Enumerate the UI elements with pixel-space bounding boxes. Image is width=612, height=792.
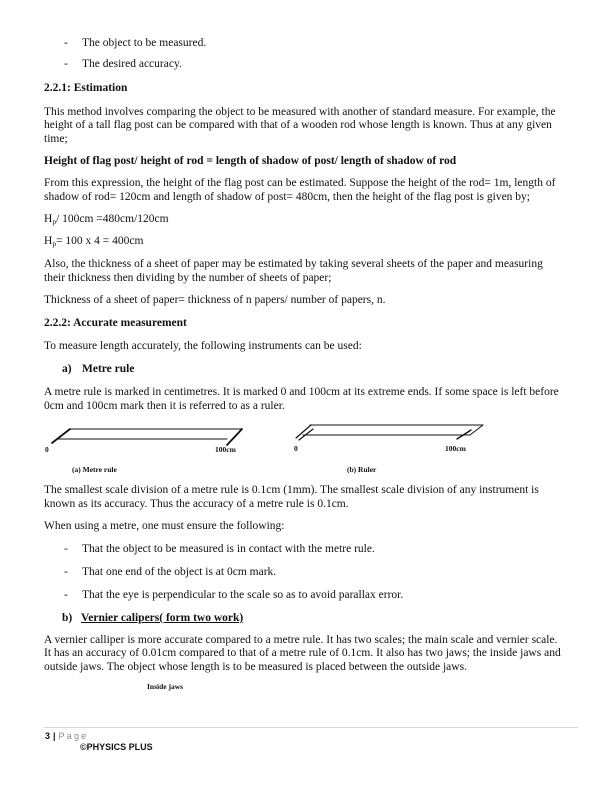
paragraph-line: time; [44,133,68,145]
bullet-marker: - [64,37,68,49]
paragraph-line: The smallest scale division of a metre rule is 0.1cm (1mm). The smallest scale division of any instrument is [44,484,539,496]
paragraph-line: A vernier calliper is more accurate compared to a metre rule. It has two scales; the main scale and vernier scale. [44,634,558,646]
paragraph-line: known as its accuracy. Thus the accuracy of a metre rule is 0.1cm. [44,498,349,510]
shadow-formula: Height of flag post/ height of rod = length of shadow of post/ length of shadow of rod [44,155,457,167]
calc-symbol: H [44,213,53,225]
paragraph-line: height of a tall flag post can be compared with that of a wooden rod whose length is known. Thus at any given [44,119,552,131]
section-heading-accurate-measurement: 2.2.2: Accurate measurement [44,317,187,329]
metre-rule-drawing [52,429,242,445]
bullet-item: The object to be measured. [82,37,207,49]
bullet-item: That the eye is perpendicular to the scale so as to avoid parallax error. [82,589,404,601]
page-number-value: 3 [45,731,51,741]
bullet-marker: - [64,566,68,578]
footer-brand: ©PHYSICS PLUS [80,742,153,752]
bullet-item: That one end of the object is at 0cm mark. [82,566,277,578]
bullet-item: The desired accuracy. [82,58,182,70]
paragraph-line: From this expression, the height of the flag post can be estimated. Suppose the height of the rod= 1m, length of [44,177,556,189]
paragraph-line: 0cm and 100cm mark then it is referred to as a ruler. [44,400,285,412]
paragraph-line: outside jaws. The object whose length is to be measured is placed between the outside jaws. [44,661,467,673]
ruler-start-label: 0 [294,444,298,453]
paragraph-line: their thickness then dividing by the number of sheets of paper; [44,272,332,284]
calc-expression: = 100 x 4 = 400cm [56,235,144,247]
bullet-item: That the object to be measured is in contact with the metre rule. [82,543,375,555]
figure-label-inside-jaws: Inside jaws [147,682,184,691]
paragraph-line: When using a metre, one must ensure the following: [44,520,285,532]
calc-symbol: H [44,235,53,247]
subheading-vernier-calipers: Vernier calipers( form two work) [81,612,244,624]
ruler-end-label: 100cm [445,444,466,453]
ruler-drawing [296,425,483,440]
calc-subscript: p [52,239,57,248]
bullet-marker: - [64,589,68,601]
paragraph-line: To measure length accurately, the following instruments can be used: [44,340,362,352]
calculation-line [44,234,143,251]
subheading-marker: b) [62,612,73,624]
page-word: Page [58,731,89,741]
paragraph-line: It has an accuracy of 0.01cm compared to that of a metre rule of 0.1cm. It also has two jaws; the inside jaws and [44,647,561,659]
bullet-marker: - [64,58,68,70]
bullet-marker: - [64,543,68,555]
subheading-marker: a) [62,363,72,375]
paragraph-line: Also, the thickness of a sheet of paper may be estimated by taking several sheets of the paper and measuring [44,258,543,270]
calc-expression: / 100cm =480cm/120cm [56,213,169,225]
paper-formula: Thickness of a sheet of paper= thickness of n papers/ number of papers, n. [44,294,386,306]
subheading-metre-rule: Metre rule [82,363,135,375]
metre-rule-end-label: 100cm [215,445,236,454]
metre-rule-start-label: 0 [45,445,49,454]
calculation-line [44,212,169,229]
paragraph-line: shadow of rod= 120cm and length of shadow of post= 480cm, then the height of the flag post is given by; [44,191,530,203]
calc-subscript: p [52,217,57,226]
paragraph-line: A metre rule is marked in centimetres. It is marked 0 and 100cm at its extreme ends. If some space is left before [44,386,559,398]
paragraph-line: This method involves comparing the object to be measured with another of standard measure. For example, the [44,106,556,118]
section-heading-estimation: 2.2.1: Estimation [44,82,128,94]
page-separator: | [53,731,56,741]
footer-divider [44,727,578,728]
metre-rule-caption: (a) Metre rule [72,465,117,474]
page-number [45,731,88,742]
ruler-caption: (b) Ruler [347,465,377,474]
